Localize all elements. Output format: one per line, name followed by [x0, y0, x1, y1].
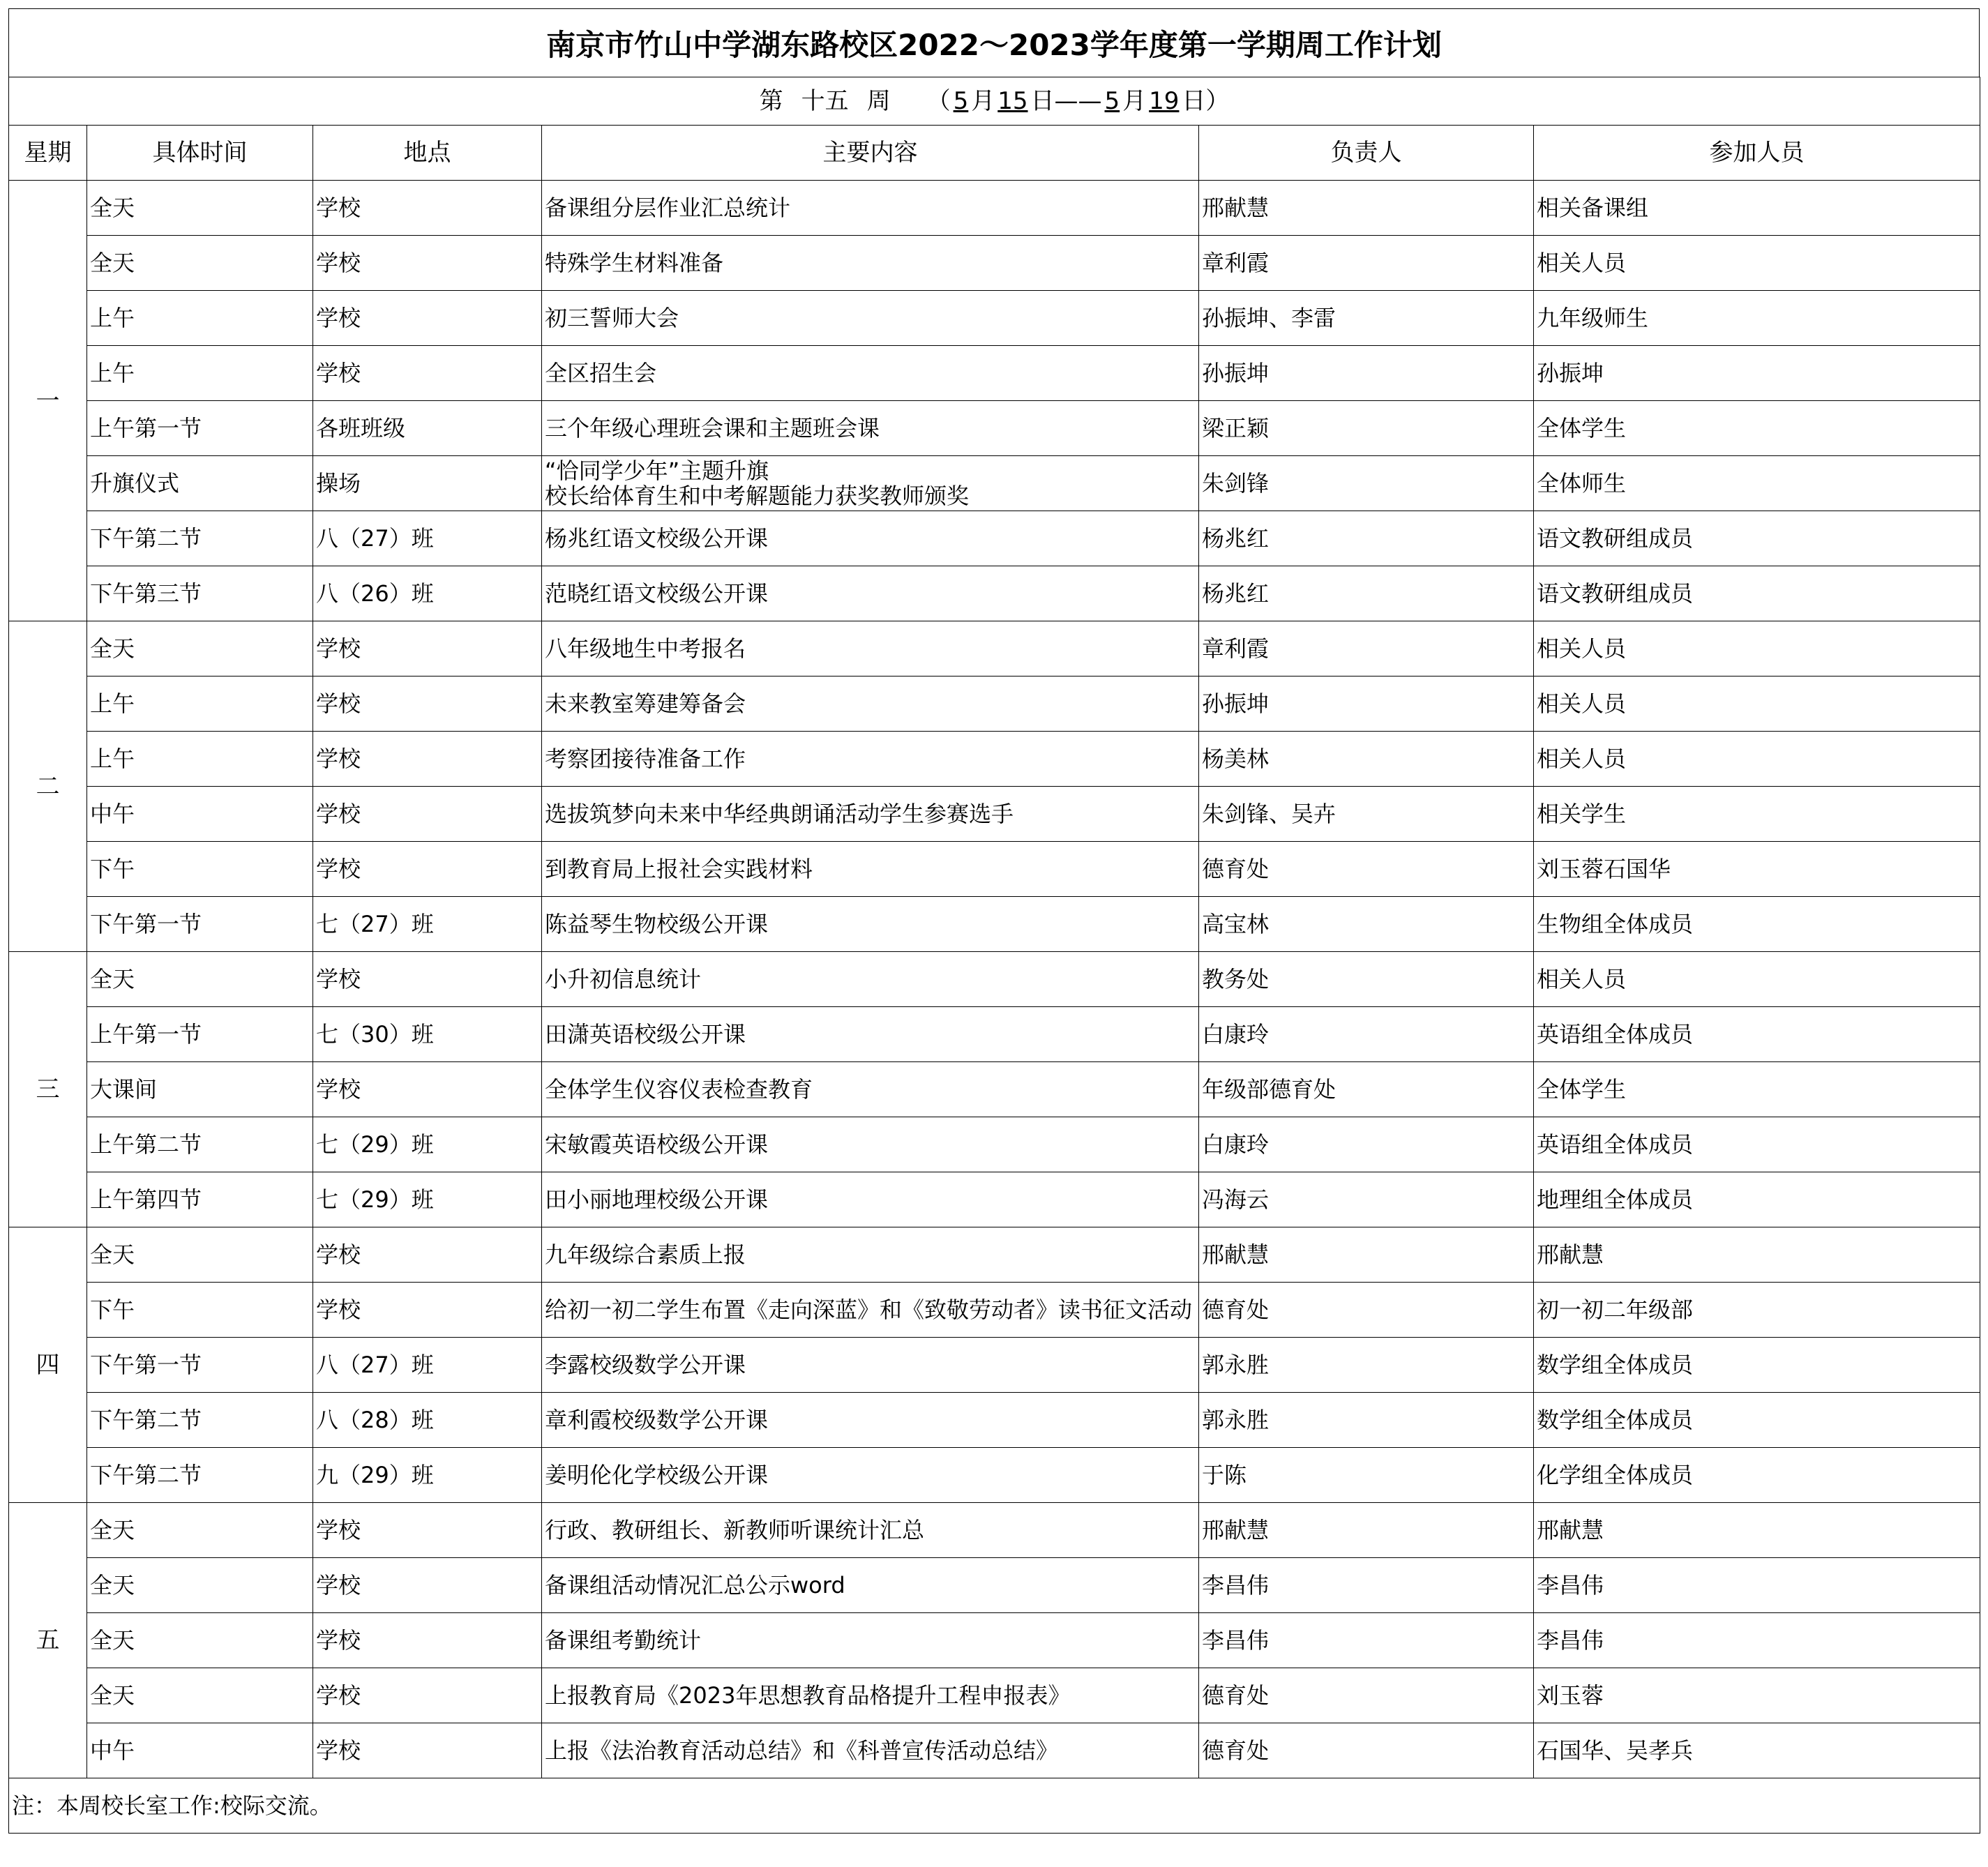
- participants-cell: 相关人员: [1534, 676, 1980, 732]
- time-cell: 全天: [87, 1613, 313, 1668]
- content-cell: 陈益琴生物校级公开课: [542, 897, 1199, 952]
- time-cell: 全天: [87, 1503, 313, 1558]
- participants-cell: 相关人员: [1534, 732, 1980, 787]
- table-row: [9, 952, 1980, 1007]
- table-row: [9, 1668, 1980, 1723]
- time-cell: 全天: [87, 952, 313, 1007]
- header-weekday: 星期: [9, 126, 87, 181]
- content-line: “恰同学少年”主题升旗: [545, 458, 769, 484]
- time-cell: 下午: [87, 842, 313, 897]
- owner-cell: 白康玲: [1199, 1117, 1534, 1172]
- participants-cell: 李昌伟: [1534, 1613, 1980, 1668]
- table-row: [9, 1283, 1980, 1338]
- weekly-plan-sheet: [8, 8, 1980, 1834]
- content-cell: 章利霞校级数学公开课: [542, 1393, 1199, 1448]
- table-row: [9, 621, 1980, 676]
- participants-cell: 相关人员: [1534, 236, 1980, 291]
- time-cell: 上午: [87, 291, 313, 346]
- table-row: [9, 291, 1980, 346]
- place-cell: 各班班级: [313, 401, 542, 456]
- owner-cell: 邢献慧: [1199, 181, 1534, 236]
- table-row: [9, 456, 1980, 511]
- content-cell: 到教育局上报社会实践材料: [542, 842, 1199, 897]
- place-cell: 学校: [313, 787, 542, 842]
- place-cell: 学校: [313, 842, 542, 897]
- owner-cell: 白康玲: [1199, 1007, 1534, 1062]
- owner-cell: 年级部德育处: [1199, 1062, 1534, 1117]
- place-cell: 学校: [313, 346, 542, 401]
- table-row: [9, 511, 1980, 566]
- participants-cell: 相关备课组: [1534, 181, 1980, 236]
- place-cell: 学校: [313, 1227, 542, 1283]
- table-row: [9, 181, 1980, 236]
- time-cell: 下午第一节: [87, 1338, 313, 1393]
- place-cell: 七（30）班: [313, 1007, 542, 1062]
- time-cell: 上午: [87, 346, 313, 401]
- week-label: 周: [866, 87, 891, 115]
- content-cell: 九年级综合素质上报: [542, 1227, 1199, 1283]
- owner-cell: 孙振坤: [1199, 676, 1534, 732]
- owner-cell: 李昌伟: [1199, 1613, 1534, 1668]
- place-cell: 学校: [313, 1283, 542, 1338]
- content-cell: 考察团接待准备工作: [542, 732, 1199, 787]
- owner-cell: 德育处: [1199, 1283, 1534, 1338]
- range-dash: ——: [1054, 87, 1102, 115]
- week-close: 日）: [1182, 87, 1230, 115]
- table-row: [9, 1558, 1980, 1613]
- table-row: [9, 236, 1980, 291]
- participants-cell: 全体学生: [1534, 401, 1980, 456]
- header-content: 主要内容: [542, 126, 1199, 181]
- owner-cell: 李昌伟: [1199, 1558, 1534, 1613]
- owner-cell: 教务处: [1199, 952, 1534, 1007]
- place-cell: 学校: [313, 621, 542, 676]
- time-cell: 上午第一节: [87, 1007, 313, 1062]
- owner-cell: 于陈: [1199, 1448, 1534, 1503]
- table-row: [9, 676, 1980, 732]
- participants-cell: 初一初二年级部: [1534, 1283, 1980, 1338]
- participants-cell: 相关学生: [1534, 787, 1980, 842]
- table-row: [9, 787, 1980, 842]
- time-cell: 全天: [87, 1227, 313, 1283]
- owner-cell: 朱剑锋: [1199, 456, 1534, 511]
- place-cell: 八（26）班: [313, 566, 542, 621]
- place-cell: 学校: [313, 732, 542, 787]
- time-cell: 全天: [87, 1558, 313, 1613]
- participants-cell: 石国华、吴孝兵: [1534, 1723, 1980, 1778]
- content-cell: 八年级地生中考报名: [542, 621, 1199, 676]
- participants-cell: 邢献慧: [1534, 1503, 1980, 1558]
- time-cell: 下午第二节: [87, 1448, 313, 1503]
- start-month-char: 月: [971, 87, 995, 115]
- table-row: [9, 346, 1980, 401]
- content-cell: 初三誓师大会: [542, 291, 1199, 346]
- table-row: [9, 1338, 1980, 1393]
- time-cell: 中午: [87, 1723, 313, 1778]
- table-row: [9, 1723, 1980, 1778]
- content-cell: 田小丽地理校级公开课: [542, 1172, 1199, 1227]
- header-row: [9, 126, 1980, 181]
- content-cell: 未来教室筹建筹备会: [542, 676, 1199, 732]
- table-row: [9, 1007, 1980, 1062]
- table-row: [9, 401, 1980, 456]
- place-cell: 学校: [313, 1723, 542, 1778]
- header-place: 地点: [313, 126, 542, 181]
- time-cell: 下午第二节: [87, 1393, 313, 1448]
- place-cell: 八（27）班: [313, 1338, 542, 1393]
- table-row: [9, 1117, 1980, 1172]
- table-row: [9, 732, 1980, 787]
- place-cell: 学校: [313, 291, 542, 346]
- content-cell: 备课组分层作业汇总统计: [542, 181, 1199, 236]
- participants-cell: 邢献慧: [1534, 1227, 1980, 1283]
- content-cell: 全区招生会: [542, 346, 1199, 401]
- content-cell: 行政、教研组长、新教师听课统计汇总: [542, 1503, 1199, 1558]
- place-cell: 七（29）班: [313, 1172, 542, 1227]
- owner-cell: 章利霞: [1199, 621, 1534, 676]
- owner-cell: 梁正颖: [1199, 401, 1534, 456]
- participants-cell: 孙振坤: [1534, 346, 1980, 401]
- time-cell: 下午: [87, 1283, 313, 1338]
- time-cell: 升旗仪式: [87, 456, 313, 511]
- time-cell: 上午第二节: [87, 1117, 313, 1172]
- place-cell: 学校: [313, 236, 542, 291]
- header-participants: 参加人员: [1534, 126, 1980, 181]
- participants-cell: 英语组全体成员: [1534, 1007, 1980, 1062]
- time-cell: 全天: [87, 236, 313, 291]
- place-cell: 学校: [313, 181, 542, 236]
- time-cell: 上午第四节: [87, 1172, 313, 1227]
- time-cell: 中午: [87, 787, 313, 842]
- table-row: [9, 1613, 1980, 1668]
- week-prefix: 第: [759, 87, 783, 115]
- owner-cell: 邢献慧: [1199, 1503, 1534, 1558]
- place-cell: 学校: [313, 1062, 542, 1117]
- participants-cell: 相关人员: [1534, 621, 1980, 676]
- place-cell: 学校: [313, 1558, 542, 1613]
- participants-cell: 全体学生: [1534, 1062, 1980, 1117]
- participants-cell: 英语组全体成员: [1534, 1117, 1980, 1172]
- table-row: [9, 897, 1980, 952]
- start-month: 5: [953, 87, 969, 115]
- content-cell: 范晓红语文校级公开课: [542, 566, 1199, 621]
- header-time: 具体时间: [87, 126, 313, 181]
- weekday-cell: 三: [9, 952, 87, 1227]
- week-number: 十五: [801, 87, 849, 115]
- start-day: 15: [997, 87, 1028, 115]
- content-cell: 全体学生仪容仪表检查教育: [542, 1062, 1199, 1117]
- document-title: 南京市竹山中学湖东路校区2022～2023学年度第一学期周工作计划: [8, 8, 1980, 77]
- table-row: [9, 566, 1980, 621]
- header-owner: 负责人: [1199, 126, 1534, 181]
- content-cell: 给初一初二学生布置《走向深蓝》和《致敬劳动者》读书征文活动: [542, 1283, 1199, 1338]
- table-row: [9, 1227, 1980, 1283]
- content-cell: 宋敏霞英语校级公开课: [542, 1117, 1199, 1172]
- time-cell: 上午: [87, 676, 313, 732]
- content-line: 校长给体育生和中考解题能力获奖教师颁奖: [545, 483, 970, 509]
- start-day-char: 日: [1030, 87, 1055, 115]
- time-cell: 下午第二节: [87, 511, 313, 566]
- place-cell: 学校: [313, 1668, 542, 1723]
- table-row: [9, 1172, 1980, 1227]
- content-cell: 特殊学生材料准备: [542, 236, 1199, 291]
- participants-cell: 数学组全体成员: [1534, 1393, 1980, 1448]
- owner-cell: 德育处: [1199, 1723, 1534, 1778]
- content-cell: 选拔筑梦向未来中华经典朗诵活动学生参赛选手: [542, 787, 1199, 842]
- table-row: [9, 1448, 1980, 1503]
- place-cell: 学校: [313, 1503, 542, 1558]
- owner-cell: 孙振坤、李雷: [1199, 291, 1534, 346]
- note-row: [9, 1778, 1980, 1834]
- place-cell: 八（28）班: [313, 1393, 542, 1448]
- participants-cell: 语文教研组成员: [1534, 566, 1980, 621]
- weekday-cell: 一: [9, 181, 87, 621]
- content-cell: 三个年级心理班会课和主题班会课: [542, 401, 1199, 456]
- participants-cell: 全体师生: [1534, 456, 1980, 511]
- week-open-paren: （: [926, 87, 951, 115]
- week-range-row: [9, 77, 1980, 126]
- time-cell: 上午第一节: [87, 401, 313, 456]
- table-row: [9, 1062, 1980, 1117]
- owner-cell: 章利霞: [1199, 236, 1534, 291]
- owner-cell: 德育处: [1199, 1668, 1534, 1723]
- owner-cell: 郭永胜: [1199, 1338, 1534, 1393]
- content-cell: 上报《法治教育活动总结》和《科普宣传活动总结》: [542, 1723, 1199, 1778]
- end-month: 5: [1104, 87, 1120, 115]
- time-cell: 大课间: [87, 1062, 313, 1117]
- participants-cell: 化学组全体成员: [1534, 1448, 1980, 1503]
- end-month-char: 月: [1122, 87, 1147, 115]
- table-row: [9, 1393, 1980, 1448]
- time-cell: 下午第三节: [87, 566, 313, 621]
- owner-cell: 郭永胜: [1199, 1393, 1534, 1448]
- place-cell: 学校: [313, 952, 542, 1007]
- participants-cell: 九年级师生: [1534, 291, 1980, 346]
- end-day: 19: [1149, 87, 1180, 115]
- owner-cell: 冯海云: [1199, 1172, 1534, 1227]
- content-cell: 姜明伦化学校级公开课: [542, 1448, 1199, 1503]
- participants-cell: 刘玉蓉石国华: [1534, 842, 1980, 897]
- time-cell: 全天: [87, 621, 313, 676]
- participants-cell: 相关人员: [1534, 952, 1980, 1007]
- content-cell: 田潇英语校级公开课: [542, 1007, 1199, 1062]
- content-cell: 备课组活动情况汇总公示word: [542, 1558, 1199, 1613]
- time-cell: 全天: [87, 181, 313, 236]
- time-cell: 下午第一节: [87, 897, 313, 952]
- owner-cell: 高宝林: [1199, 897, 1534, 952]
- time-cell: 上午: [87, 732, 313, 787]
- table-row: [9, 842, 1980, 897]
- participants-cell: 生物组全体成员: [1534, 897, 1980, 952]
- content-cell: 上报教育局《2023年思想教育品格提升工程申报表》: [542, 1668, 1199, 1723]
- footnote: 注：本周校长室工作:校际交流。: [9, 1778, 1980, 1834]
- participants-cell: 地理组全体成员: [1534, 1172, 1980, 1227]
- place-cell: 七（27）班: [313, 897, 542, 952]
- owner-cell: 杨兆红: [1199, 566, 1534, 621]
- place-cell: 八（27）班: [313, 511, 542, 566]
- participants-cell: 刘玉蓉: [1534, 1668, 1980, 1723]
- owner-cell: 杨兆红: [1199, 511, 1534, 566]
- owner-cell: 杨美林: [1199, 732, 1534, 787]
- table-row: [9, 1503, 1980, 1558]
- place-cell: 学校: [313, 676, 542, 732]
- time-cell: 全天: [87, 1668, 313, 1723]
- content-cell: 李露校级数学公开课: [542, 1338, 1199, 1393]
- week-range: [9, 77, 1980, 126]
- place-cell: 操场: [313, 456, 542, 511]
- owner-cell: 朱剑锋、吴卉: [1199, 787, 1534, 842]
- weekday-cell: 五: [9, 1503, 87, 1778]
- content-cell: 小升初信息统计: [542, 952, 1199, 1007]
- place-cell: 九（29）班: [313, 1448, 542, 1503]
- content-cell: 杨兆红语文校级公开课: [542, 511, 1199, 566]
- place-cell: 七（29）班: [313, 1117, 542, 1172]
- participants-cell: 李昌伟: [1534, 1558, 1980, 1613]
- owner-cell: 孙振坤: [1199, 346, 1534, 401]
- owner-cell: 德育处: [1199, 842, 1534, 897]
- place-cell: 学校: [313, 1613, 542, 1668]
- participants-cell: 语文教研组成员: [1534, 511, 1980, 566]
- owner-cell: 邢献慧: [1199, 1227, 1534, 1283]
- participants-cell: 数学组全体成员: [1534, 1338, 1980, 1393]
- weekday-cell: 四: [9, 1227, 87, 1503]
- weekday-cell: 二: [9, 621, 87, 952]
- schedule-table: [8, 77, 1980, 1834]
- content-cell: 备课组考勤统计: [542, 1613, 1199, 1668]
- content-cell: [542, 456, 1199, 511]
